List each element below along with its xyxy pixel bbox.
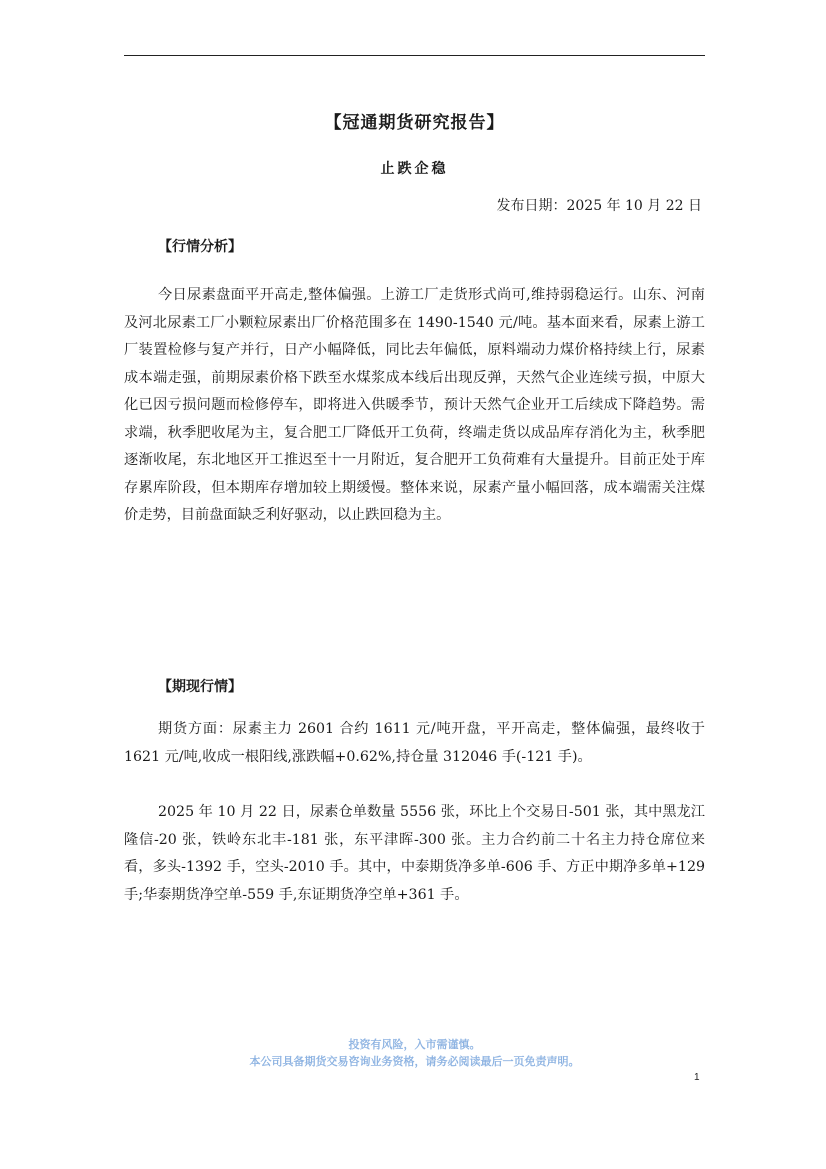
futures-paragraph-2: 2025 年 10 月 22 日，尿素仓单数量 5556 张，环比上个交易日-501 张，其中黑龙江隆信-20 张，铁岭东北丰-181 张，东平津晖-300 张。主力合约前二十名主力持仓席位来看，多头-1392 手，空头-2010 手。其中，中泰期货净多单-606 手、方正中期净多单+129 手;华泰期货净空单-559 手,东证期货净空单+361 手。 [124,804,705,903]
report-title: 【冠通期货研究报告】 [324,113,505,133]
qualification-disclaimer: 本公司具备期货交易咨询业务资格，请务必阅读最后一页免责声明。 [249,1055,580,1068]
futures-paragraph-1: 期货方面：尿素主力 2601 合约 1611 元/吨开盘，平开高走，整体偏强，最终收于 1621 元/吨,收成一根阳线,涨跌幅+0.62%,持仓量 312046 手(-121 手)。 [124,721,705,765]
header-rule [124,55,705,56]
market-analysis-paragraph: 今日尿素盘面平开高走,整体偏强。上游工厂走货形式尚可,维持弱稳运行。山东、河南及河北尿素工厂小颗粒尿素出厂价格范围多在 1490-1540 元/吨。基本面来看，尿素上游工厂装置检修与复产并行，日产小幅降低，同比去年偏低，原料端动力煤价格持续上行，尿素成本端走强，前期尿素价格下跌至水煤浆成本线后出现反弹，天然气企业连续亏损，中原大化已因亏损问题而检修停车，即将进入供暖季节，预计天然气企业开工后续成下降趋势。需求端，秋季肥收尾为主，复合肥工厂降低开工负荷，终端走货以成品库存消化为主，秋季肥逐渐收尾，东北地区开工推迟至十一月附近，复合肥开工负荷难有大量提升。目前正处于库存累库阶段，但本期库存增加较上期缓慢。整体来说，尿素产量小幅回落，成本端需关注煤价走势，目前盘面缺乏利好驱动，以止跌回稳为主。 [124,287,705,523]
page-number: 1 [694,1072,700,1083]
risk-disclaimer: 投资有风险，入市需谨慎。 [348,1038,481,1051]
section-heading-futures-spot: 【期现行情】 [158,679,242,695]
report-subtitle: 止跌企稳 [380,161,449,177]
publish-date: 发布日期：2025 年 10 月 22 日 [496,198,702,214]
section-heading-market-analysis: 【行情分析】 [158,239,242,255]
